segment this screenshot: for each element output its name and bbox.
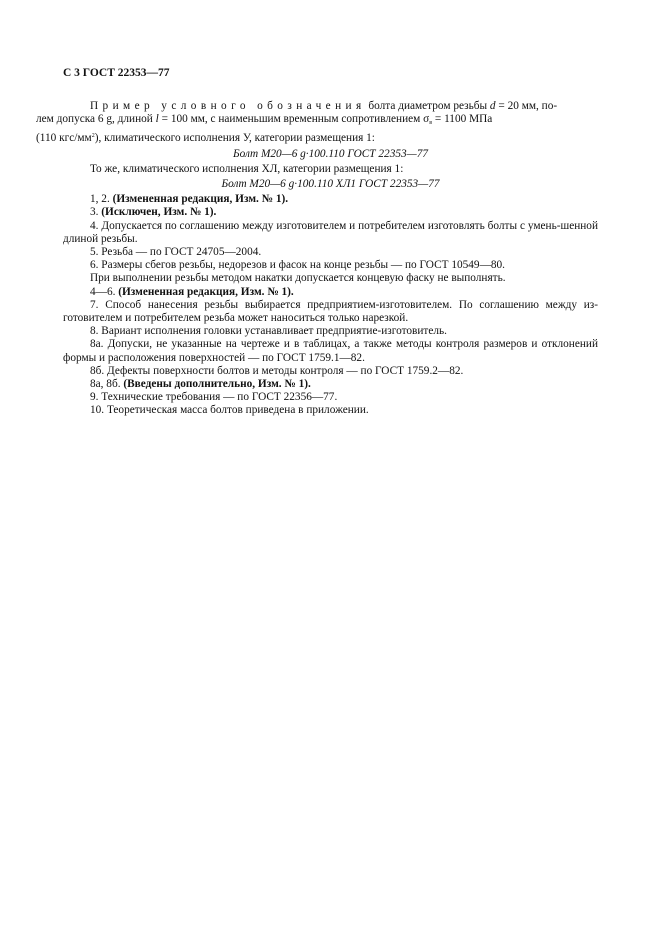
clause: 8. Вариант исполнения головки устанавливает предприятие-изготовитель. (90, 325, 447, 338)
clause: 10. Теоретическая масса болтов приведена в приложении. (90, 404, 369, 417)
clause: 8б. Дефекты поверхности болтов и методы контроля — по ГОСТ 1759.2—82. (90, 364, 464, 377)
l-symbol: l (155, 113, 159, 126)
clause: 6. Размеры сбегов резьбы, недорезов и фасок на конце резьбы — по ГОСТ 10549—80. (90, 259, 505, 272)
clause: 1, 2. (Измененная редакция, Изм. № 1). (90, 193, 289, 206)
clause: 8а. Допуски, не указанные на чертеже и в таблицах, а также методы контроля размеров и отклонений формы и расположения поверхностей — по ГОСТ 1759.1—82. (63, 338, 599, 364)
d-symbol: d (489, 100, 496, 112)
clause: 4—6. (Измененная редакция, Изм. № 1). (90, 285, 294, 298)
page-header: С 3 ГОСТ 22353—77 (63, 67, 170, 79)
clause: При выполнении резьбы методом накатки допускается концевую фаску не выполнять. (90, 272, 506, 285)
example-paragraph: Пример условного обозначения болта диаметром резьбы d = 20 мм, по- лем допуска 6 g, длиной l = 100 мм, с наименьшим временным сопротивлением $\sigma_в = 1100$ МПа (110 кгс/$мм^2$), климатического исполнения У, категории размещения 1: (36, 100, 558, 145)
clause: 9. Технические требования — по ГОСТ 22356—77. (90, 391, 338, 404)
clause: 7. Способ нанесения резьбы выбирается предприятием-изготовителем. По соглашению между из-готовителем и потребителем резьба может наноситься только нарезкой. (63, 298, 599, 325)
designation-2: Болт М20—6 g·100.110 ХЛ1 ГОСТ 22353—77 (221, 178, 440, 191)
document-body (36, 100, 599, 418)
clause: 3. (Исключен, Изм. № 1). (90, 206, 217, 219)
designation-1: Болт М20—6 g·100.110 ГОСТ 22353—77 (233, 147, 428, 160)
spaced-lead: Пример условного обозначения (90, 100, 366, 112)
sigma-subscript: в (429, 120, 433, 127)
clause: 5. Резьба — по ГОСТ 24705—2004. (90, 246, 262, 259)
clause: 4. Допускается по соглашению между изготовителем и потребителем изготовлять болты с умень-шенной длиной резьбы. (63, 219, 598, 245)
clauses-list (63, 193, 598, 417)
clause: 8а, 8б. (Введены дополнительно, Изм. № 1). (90, 378, 311, 391)
same-text: То же, климатического исполнения ХЛ, категории размещения 1: (90, 162, 404, 175)
